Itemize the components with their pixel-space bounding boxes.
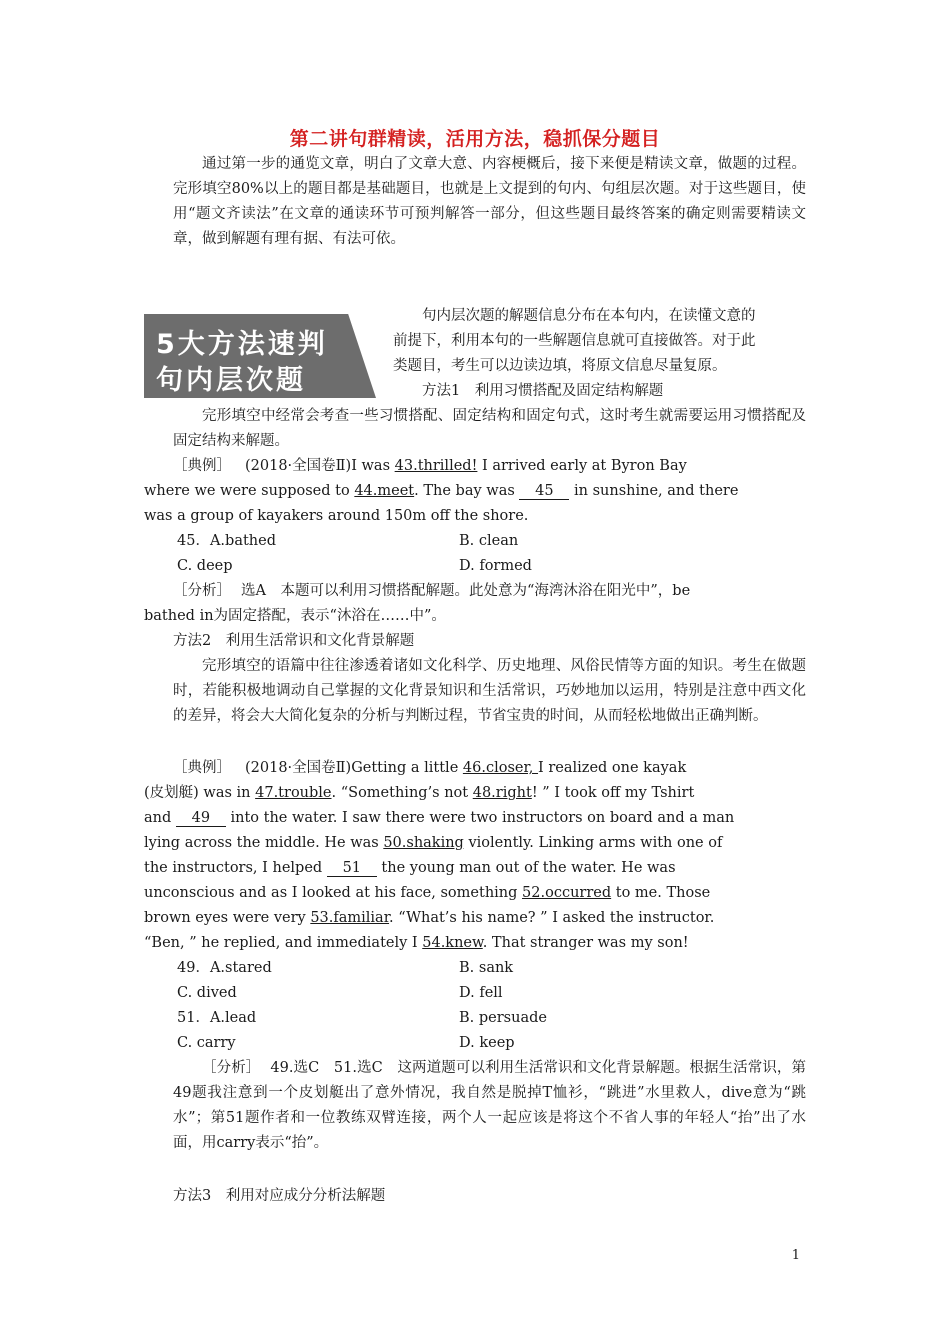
banner-line-1: 5大方法速判 — [156, 329, 328, 360]
answer-50: 50.shaking — [383, 835, 464, 851]
answer-53: 53.familiar — [310, 910, 390, 926]
example-text: I arrived early at Byron Bay — [477, 458, 687, 474]
example-text: I was — [351, 458, 395, 474]
section-intro-line-3: 类题目，考生可以边读边填，将原文信息尽量复原。 — [393, 358, 727, 374]
method1-description: 完形填空中经常会考查一些习惯搭配、固定结构和固定句式，这时考生就需要运用习惯搭配及固定结构来解题。 — [173, 408, 806, 449]
example-text: brown eyes were very — [144, 910, 311, 926]
example-text: the instructors, I helped — [144, 860, 327, 876]
example-text: . That stranger was my son! — [482, 935, 689, 951]
intro-paragraph: 通过第一步的通览文章，明白了文章大意、内容梗概后，接下来便是精读文章，做题的过程。完形填空80%以上的题目都是基础题目，也就是上文提到的句内、句组层次题。对于这些题目，使用“题文齐读法”在文章的通读环节可预判解答一部分，但这些题目最终答案的确定则需要精读文章，做到解题有理有据、有法可依。 — [173, 156, 806, 247]
option-number: 49． — [177, 960, 210, 976]
analysis-label: ［分析］ — [173, 583, 231, 599]
blank-49: 49 — [176, 810, 226, 827]
method2-description: 完形填空的语篇中往往渗透着诸如文化科学、历史地理、风俗民情等方面的知识。考生在做题时，若能积极地调动自己掌握的文化背景知识和生活常识，巧妙地加以运用，特别是注意中西文化的差异，将会大大简化复杂的分析与判断过程，节省宝贵的时间，从而轻松地做出正确判断。 — [173, 658, 806, 724]
method1-example-line-2 — [144, 479, 806, 504]
option-49-d: D. fell — [459, 985, 503, 1001]
method2-example-line-8 — [144, 931, 806, 956]
option-45-d: D. formed — [459, 558, 532, 574]
example-text: . The bay was — [414, 483, 520, 499]
method3-heading: 方法3 利用对应成分分析法解题 — [173, 1188, 386, 1204]
banner-line-2: 句内层次题 — [156, 365, 306, 396]
method2-example-line-3 — [144, 806, 806, 831]
example-text: into the water. I saw there were two instructors on board and a man — [225, 810, 735, 826]
answer-43: 43.thrilled! — [394, 458, 478, 474]
example-text: Getting a little — [351, 760, 463, 776]
page-number: 1 — [791, 1248, 800, 1263]
section-intro-line-2: 前提下，利用本句的一些解题信息就可直接做答。对于此 — [393, 333, 756, 349]
option-number: 51． — [177, 1010, 210, 1026]
example-text: (皮划艇) was in — [144, 785, 256, 801]
analysis-label: ［分析］ — [202, 1060, 261, 1076]
method1-example-line-1 — [144, 454, 806, 479]
example-text: and — [144, 810, 176, 826]
analysis-text: 49.选C 51.选C 这两道题可以利用生活常识和文化背景解题。根据生活常识，第49题我注意到一个皮划艇出了意外情况，我自然是脱掉T恤衫，“跳进”水里救人，dive意为“跳水”；第51题作者和一位教练双臂连接，两个人一起应该是将这个不省人事的年轻人“抬”出了水面，用carry表示“抬”。 — [173, 1060, 807, 1151]
example-text: “Ben, ” he replied, and immediately I — [144, 935, 423, 951]
option-text: A.bathed — [209, 533, 276, 549]
method2-example-line-2 — [144, 781, 806, 806]
example-text: to me. Those — [611, 885, 711, 901]
method1-heading: 方法1 利用习惯搭配及固定结构解题 — [422, 383, 664, 399]
method2-example-line-7 — [144, 906, 806, 931]
example-text: . “What’s his name? ” I asked the instructor. — [389, 910, 715, 926]
example-text: I realized one kayak — [538, 760, 687, 776]
example-text: ! ” I took off my Tshirt — [531, 785, 695, 801]
method1-analysis-line-1 — [144, 579, 806, 604]
option-number: 45． — [177, 533, 210, 549]
example-text: violently. Linking arms with one of — [463, 835, 723, 851]
method2-heading: 方法2 利用生活常识和文化背景解题 — [173, 633, 415, 649]
example-text: in sunshine, and there — [569, 483, 739, 499]
option-45-b: B. clean — [459, 533, 519, 549]
section-intro-line-1: 句内层次题的解题信息分布在本句内，在读懂文意的 — [422, 308, 756, 324]
page-title: 第二讲句群精读，活用方法，稳抓保分题目 — [289, 128, 661, 150]
example-source: (2018·全国卷Ⅱ) — [245, 458, 352, 474]
option-45-c: C. deep — [177, 558, 233, 574]
answer-47: 47.trouble — [255, 785, 332, 801]
section-banner — [144, 314, 376, 398]
option-text: A.stared — [209, 960, 272, 976]
method2-example-line-4 — [144, 831, 806, 856]
example-text: unconscious and as I looked at his face, something — [144, 885, 523, 901]
answer-46: 46.closer, — [462, 760, 539, 776]
example-text: the young man out of the water. He was — [376, 860, 676, 876]
analysis-text: 选A 本题可以利用习惯搭配解题。此处意为“海湾沐浴在阳光中”，be — [241, 583, 691, 599]
answer-54: 54.knew — [422, 935, 483, 951]
example-text: lying across the middle. He was — [144, 835, 384, 851]
example-text: . “Something’s not — [331, 785, 473, 801]
answer-48: 48.right — [472, 785, 532, 801]
option-49-b: B. sank — [459, 960, 514, 976]
blank-51: 51 — [327, 860, 377, 877]
option-51-d: D. keep — [459, 1035, 515, 1051]
method2-example-line-6 — [144, 881, 806, 906]
method2-example-line-5 — [144, 856, 806, 881]
blank-45: 45 — [519, 483, 569, 500]
method2-analysis — [144, 1056, 806, 1156]
example-text: where we were supposed to — [144, 483, 355, 499]
option-49-a — [177, 956, 272, 981]
method2-example-line-1 — [144, 756, 806, 781]
method1-example-line-3: was a group of kayakers around 150m off the shore. — [144, 508, 529, 524]
example-label: ［典例］ — [173, 760, 231, 776]
example-label: ［典例］ — [173, 458, 231, 474]
method1-analysis-line-2: bathed in为固定搭配，表示“沐浴在……中”。 — [144, 608, 446, 624]
example-source: (2018·全国卷Ⅱ) — [245, 760, 352, 776]
option-49-c: C. dived — [177, 985, 237, 1001]
option-51-a — [177, 1006, 256, 1031]
option-45-a — [177, 529, 276, 554]
option-51-b: B. persuade — [459, 1010, 547, 1026]
answer-44: 44.meet — [354, 483, 415, 499]
answer-52: 52.occurred — [522, 885, 612, 901]
option-51-c: C. carry — [177, 1035, 236, 1051]
option-text: A.lead — [209, 1010, 257, 1026]
